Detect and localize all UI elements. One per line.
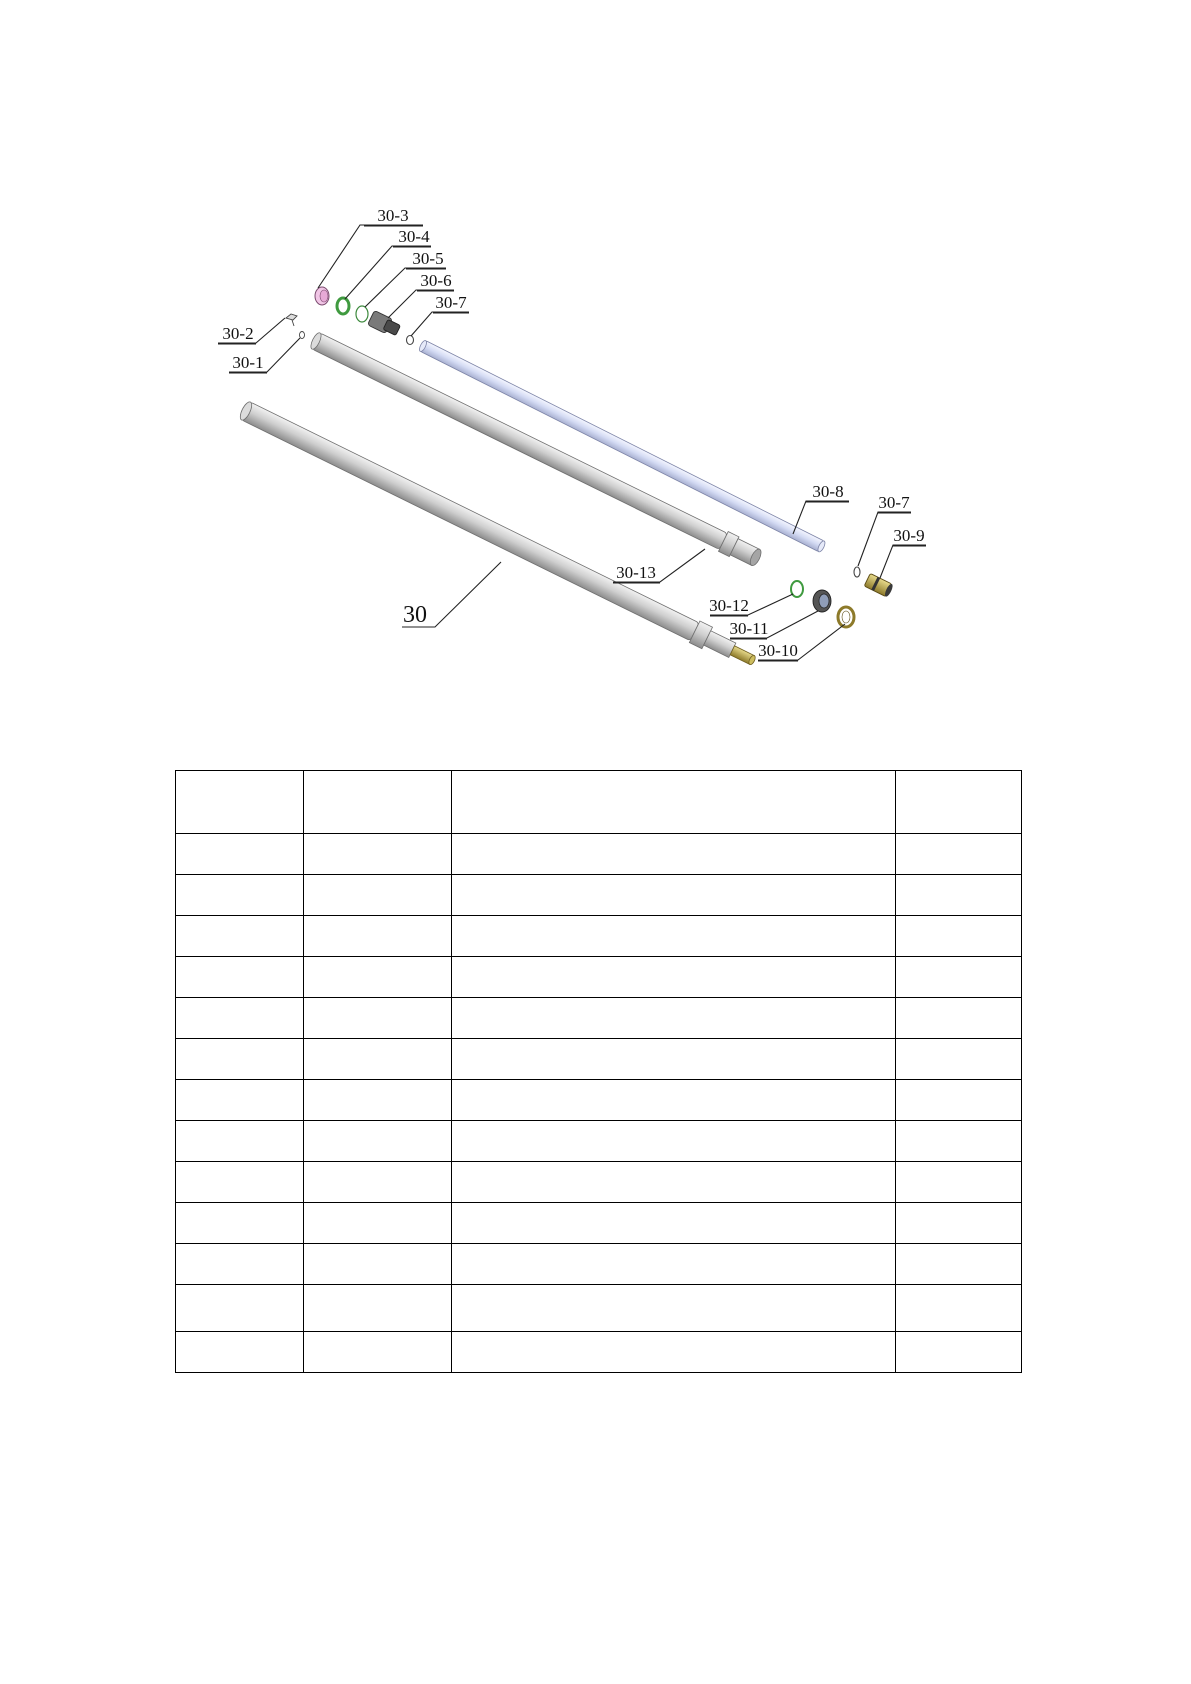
- svg-text:30-2: 30-2: [222, 324, 254, 343]
- svg-text:30-12: 30-12: [709, 596, 749, 615]
- table-cell: [452, 957, 896, 998]
- callout-30-8: [806, 482, 849, 502]
- table-cell: [304, 957, 452, 998]
- table-cell: [452, 916, 896, 957]
- table-cell: [896, 771, 1022, 834]
- table-cell: [304, 1080, 452, 1121]
- table-cell: [452, 1121, 896, 1162]
- callout-30-5: [406, 249, 446, 269]
- part-30-11-guide-bush: [813, 590, 831, 612]
- table-row: [176, 1039, 1022, 1080]
- table-cell: [452, 1039, 896, 1080]
- exploded-view-diagram: [0, 0, 1191, 720]
- table-cell: [304, 1162, 452, 1203]
- table-cell: [896, 1162, 1022, 1203]
- table-cell: [176, 957, 304, 998]
- callout-30-10: [758, 641, 798, 661]
- table-cell: [896, 957, 1022, 998]
- table-row: [176, 1285, 1022, 1332]
- table-cell: [304, 1121, 452, 1162]
- table-cell: [304, 916, 452, 957]
- callout-30-7-right: [878, 493, 911, 513]
- table-cell: [896, 1121, 1022, 1162]
- table-cell: [176, 1203, 304, 1244]
- table-cell: [176, 1121, 304, 1162]
- table-cell: [452, 1244, 896, 1285]
- table-cell: [176, 1332, 304, 1373]
- table-row: [176, 998, 1022, 1039]
- table-cell: [896, 1203, 1022, 1244]
- table-header-row: [176, 771, 1022, 834]
- table-cell: [304, 1244, 452, 1285]
- svg-text:30-6: 30-6: [420, 271, 452, 290]
- svg-text:30-13: 30-13: [616, 563, 656, 582]
- callout-30-7-top: [433, 293, 469, 313]
- table-cell: [176, 875, 304, 916]
- part-30-1-small-ring: [300, 332, 305, 339]
- table-cell: [452, 1203, 896, 1244]
- table-cell: [304, 875, 452, 916]
- table-cell: [304, 1285, 452, 1332]
- table-cell: [176, 1162, 304, 1203]
- part-30-5-o-ring: [356, 306, 368, 322]
- svg-text:30-8: 30-8: [812, 482, 844, 501]
- table-cell: [452, 1080, 896, 1121]
- table-row: [176, 957, 1022, 998]
- table-row: [176, 1121, 1022, 1162]
- part-30-4-green-seal: [337, 298, 349, 314]
- table-cell: [452, 1162, 896, 1203]
- table-cell: [304, 771, 452, 834]
- part-30-7-small-ring-top: [407, 336, 414, 345]
- part-30-3-pink-seal: [315, 287, 329, 305]
- table-cell: [304, 1203, 452, 1244]
- part-30-9-end-plug: [864, 573, 894, 597]
- part-30-7-small-ring-right: [854, 567, 860, 577]
- svg-text:30: 30: [403, 602, 427, 628]
- table-cell: [304, 834, 452, 875]
- table-row: [176, 1203, 1022, 1244]
- table-cell: [176, 1039, 304, 1080]
- table-row: [176, 1080, 1022, 1121]
- table-cell: [452, 771, 896, 834]
- table-cell: [452, 1332, 896, 1373]
- table-cell: [452, 834, 896, 875]
- callout-30-2: [218, 324, 256, 344]
- table-cell: [176, 1285, 304, 1332]
- svg-text:30-3: 30-3: [377, 206, 409, 225]
- svg-text:30-11: 30-11: [729, 619, 769, 638]
- table-cell: [176, 998, 304, 1039]
- table-row: [176, 1332, 1022, 1373]
- svg-text:30-7: 30-7: [878, 493, 910, 512]
- table-cell: [304, 1332, 452, 1373]
- svg-text:30-1: 30-1: [232, 353, 264, 372]
- table-cell: [304, 1039, 452, 1080]
- table-cell: [896, 834, 1022, 875]
- table-cell: [896, 1332, 1022, 1373]
- callout-30-9: [893, 526, 926, 546]
- table-row: [176, 875, 1022, 916]
- part-30-6-piston: [368, 310, 401, 335]
- callout-30-13: [613, 563, 660, 583]
- callout-30-12: [709, 596, 749, 616]
- table-row: [176, 1244, 1022, 1285]
- table-row: [176, 1162, 1022, 1203]
- callout-30-4: [393, 227, 431, 247]
- svg-text:30-5: 30-5: [412, 249, 444, 268]
- callout-30: [403, 602, 427, 628]
- part-30-13-inner-tube: [308, 330, 764, 569]
- callout-30-1: [229, 353, 267, 373]
- table-cell: [176, 1244, 304, 1285]
- table-cell: [896, 1285, 1022, 1332]
- part-30-2-clip: [286, 314, 297, 326]
- parts-list-table: [175, 770, 1022, 1373]
- svg-text:30-7: 30-7: [435, 293, 467, 312]
- table-row: [176, 834, 1022, 875]
- table-cell: [896, 916, 1022, 957]
- part-30-10-brass-ring: [838, 607, 854, 627]
- table-cell: [896, 875, 1022, 916]
- svg-text:30-4: 30-4: [398, 227, 430, 246]
- table-cell: [176, 771, 304, 834]
- table-cell: [452, 875, 896, 916]
- table-cell: [452, 998, 896, 1039]
- table-cell: [896, 1080, 1022, 1121]
- callout-30-3: [364, 206, 423, 226]
- svg-text:30-9: 30-9: [893, 526, 925, 545]
- callout-30-11: [729, 619, 768, 639]
- table-cell: [176, 1080, 304, 1121]
- table-cell: [304, 998, 452, 1039]
- callout-30-6: [417, 271, 454, 291]
- table-row: [176, 916, 1022, 957]
- table-cell: [176, 916, 304, 957]
- svg-text:30-10: 30-10: [758, 641, 798, 660]
- table-cell: [452, 1285, 896, 1332]
- table-cell: [896, 1039, 1022, 1080]
- table-cell: [896, 1244, 1022, 1285]
- table-cell: [896, 998, 1022, 1039]
- table-cell: [176, 834, 304, 875]
